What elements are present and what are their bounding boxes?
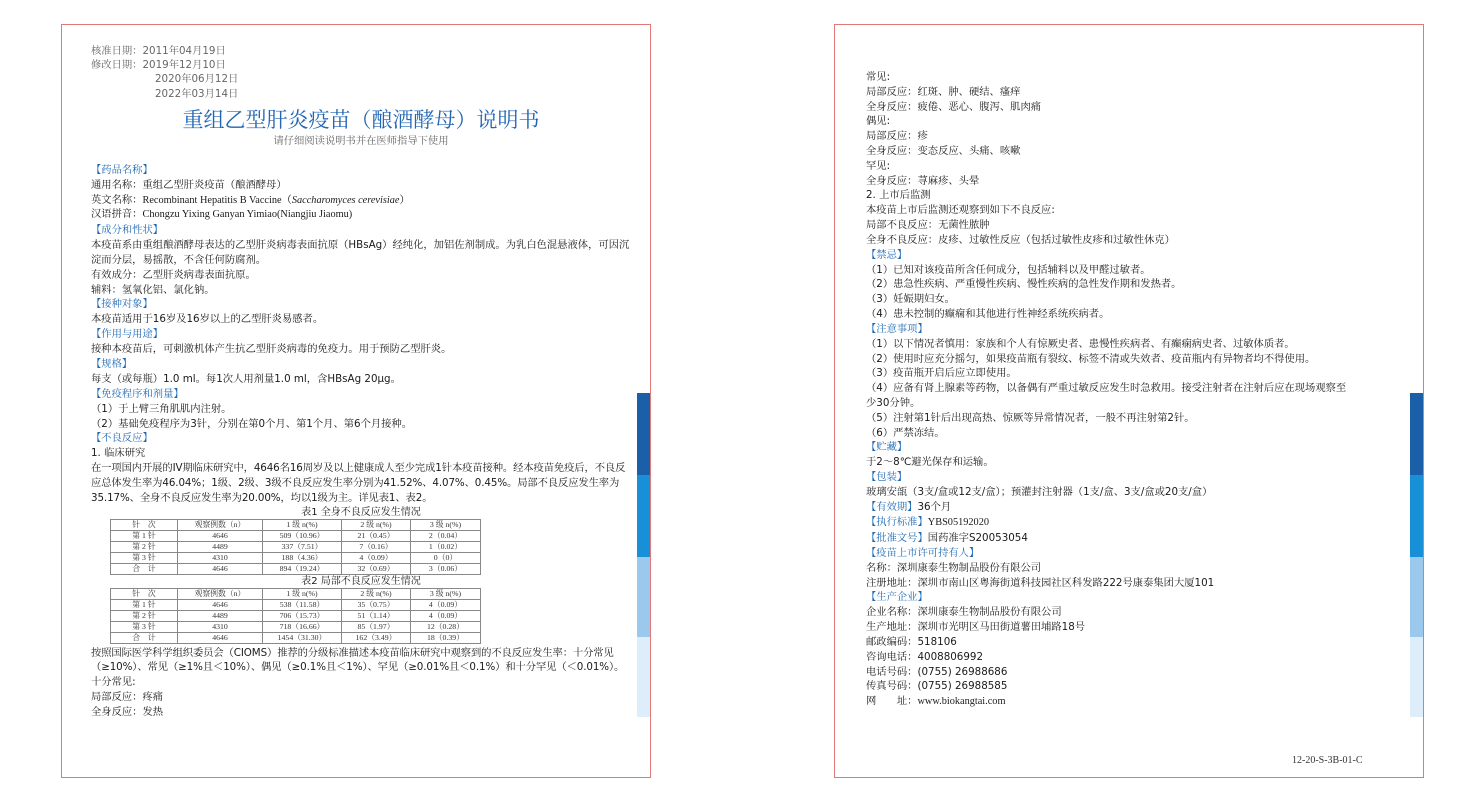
table-cell: 894（19.24） — [263, 563, 342, 574]
table-header-cell: 2 级 n(%) — [342, 588, 411, 599]
section-heading: 【接种对象】 — [91, 298, 153, 311]
left-page-content — [91, 44, 631, 720]
date-value: 2020年06月12日 — [155, 73, 239, 86]
table-cell: 第 1 针 — [111, 599, 178, 610]
table-row — [111, 552, 481, 563]
date-label: 修改日期： — [91, 59, 143, 72]
local-reaction: 局部反应：疹 — [866, 130, 928, 143]
standard-row — [866, 515, 1406, 531]
table-cell: 4646 — [178, 599, 263, 610]
table-row — [111, 563, 481, 574]
holder-name: 名称：深圳康泰生物制品股份有限公司 — [866, 561, 1042, 574]
section-heading: 【包装】 — [866, 471, 908, 484]
validity-row — [866, 500, 1406, 515]
use-text: 接种本疫苗后，可刺激机体产生抗乙型肝炎病毒的免疫力。用于预防乙型肝炎。 — [91, 343, 452, 356]
table-cell: 4489 — [178, 541, 263, 552]
post-local: 局部不良反应：无菌性脓肿 — [866, 218, 990, 231]
adverse-table-1 — [110, 519, 481, 575]
table-header-cell: 1 级 n(%) — [263, 519, 342, 530]
table-header-cell: 3 级 n(%) — [411, 519, 481, 530]
color-bar-segment — [637, 557, 650, 637]
table-cell: 第 2 针 — [111, 610, 178, 621]
contraindication-item: （4）患未控制的癫痫和其他进行性神经系统疾病者。 — [866, 307, 1110, 320]
table-cell: 18（0.39） — [411, 632, 481, 643]
systemic-reaction: 全身反应：发热 — [91, 705, 164, 718]
composition-text: 本疫苗系由重组酿酒酵母表达的乙型肝炎病毒表面抗原（HBsAg）经纯化，加铝佐剂制成。为乳白色混悬液体，可因沉淀而分层，易摇散，不含任何防腐剂。 — [91, 239, 630, 266]
table-cell: 4310 — [178, 621, 263, 632]
color-bar-segment — [1410, 637, 1423, 717]
storage-text: 于2～8℃避光保存和运输。 — [866, 456, 994, 469]
color-bar-segment — [637, 475, 650, 557]
approval-row — [866, 531, 1406, 546]
table-row — [111, 599, 481, 610]
table-cell: 4646 — [178, 563, 263, 574]
section-heading: 【成分和性状】 — [91, 224, 164, 237]
table-cell: 4（0.09） — [342, 552, 411, 563]
table-cell: 188（4.36） — [263, 552, 342, 563]
english-name-prefix: 英文名称：Recombinant Hepatitis B Vaccine（ — [91, 194, 292, 206]
document-title: 重组乙型肝炎疫苗（酿酒酵母）说明书 — [182, 107, 540, 132]
date-value: 2011年04月19日 — [142, 45, 226, 57]
section-heading: 【贮藏】 — [866, 441, 908, 454]
post-systemic: 全身不良反应：皮疹、过敏性反应（包括过敏性皮疹和过敏性休克） — [866, 233, 1175, 246]
caution-item: （5）注射第1针后出现高热、惊厥等异常情况者，一般不再注射第2针。 — [866, 411, 1195, 424]
dose-item: （2）基础免疫程序为3针，分别在第0个月、第1个月、第6个月接种。 — [91, 417, 413, 430]
excipient: 辅料：氢氧化铝、氯化钠。 — [91, 283, 215, 296]
table-row — [111, 632, 481, 643]
table-cell: 0（0） — [411, 552, 481, 563]
color-bar-segment — [1410, 393, 1423, 475]
table-header-cell: 针 次 — [111, 519, 178, 530]
frequency-heading: 常见: — [866, 71, 891, 83]
maker-name: 企业名称：深圳康泰生物制品股份有限公司 — [866, 606, 1062, 619]
color-bar-segment — [1410, 475, 1423, 557]
table-cell: 12（0.28） — [411, 621, 481, 632]
table-cell: 4646 — [178, 530, 263, 541]
website-link[interactable]: www.biokangtai.com — [917, 696, 1006, 708]
table-cell: 706（15.73） — [263, 610, 342, 621]
systemic-reaction: 全身反应：荨麻疹、头晕 — [866, 174, 980, 187]
section-heading: 【免疫程序和剂量】 — [91, 387, 184, 400]
table-header-cell: 3 级 n(%) — [411, 588, 481, 599]
local-reaction: 局部反应：疼痛 — [91, 690, 164, 703]
standard-text: YBS05192020 — [927, 516, 989, 528]
section-heading: 【执行标准】 — [866, 515, 928, 528]
table-title: 表2 局部不良反应发生情况 — [301, 575, 421, 587]
table-cell: 4646 — [178, 632, 263, 643]
table-cell: 4310 — [178, 552, 263, 563]
english-name-suffix: ） — [399, 193, 410, 206]
section-heading: 【药品名称】 — [91, 163, 153, 176]
section-heading: 【规格】 — [91, 357, 133, 370]
holder-address: 注册地址：深圳市南山区粤海街道科技园社区科发路222号康泰集团大厦101 — [866, 576, 1215, 589]
local-reaction: 局部反应：红斑、肿、硬结、瘙痒 — [866, 85, 1021, 98]
table-cell: 162（3.49） — [342, 632, 411, 643]
subsection-heading: 1. 临床研究 — [91, 447, 146, 460]
section-heading: 【批准文号】 — [866, 531, 928, 544]
frequency-heading: 十分常见: — [91, 676, 136, 689]
color-bar-segment — [1410, 557, 1423, 637]
table-cell: 4（0.09） — [411, 610, 481, 621]
date-line — [91, 44, 631, 58]
caution-item: （3）疫苗瓶开启后应立即使用。 — [866, 367, 1017, 380]
clinical-text: 在一项国内开展的IV期临床研究中，4646名16周岁及以上健康成人至少完成1针本疫苗接种。经本疫苗免疫后，不良反应总体发生率为46.04%；1级、2级、3级不良反应发生率分别为41.52%、4.07%、0.45%。局部不良反应发生率为35.17%、全身不良反应发生率为20.00%，均以1级为主。详见表1、表2。 — [91, 462, 626, 504]
date-line — [91, 87, 631, 101]
contraindication-item: （1）已知对该疫苗所含任何成分，包括辅料以及甲醛过敏者。 — [866, 263, 1151, 276]
table-header-row — [111, 588, 481, 599]
color-bar-segment — [637, 393, 650, 475]
phone: 电话号码：(0755) 26988686 — [866, 665, 1008, 678]
table-cell: 21（0.45） — [342, 530, 411, 541]
active-ingredient: 有效成分：乙型肝炎病毒表面抗原。 — [91, 268, 256, 281]
caution-item: （6）严禁冻结。 — [866, 426, 945, 439]
website-row — [866, 694, 1406, 710]
frequency-heading: 罕见: — [866, 159, 891, 172]
table-cell: 509（10.96） — [263, 530, 342, 541]
pinyin-name: 汉语拼音：Chongzu Yixing Ganyan Yimiao(Niangjiu Jiaomu) — [91, 209, 353, 221]
table-header-cell: 1 级 n(%) — [263, 588, 342, 599]
adverse-table-2 — [110, 588, 481, 644]
section-heading: 【注意事项】 — [866, 322, 928, 335]
date-block — [91, 44, 631, 101]
spec-text: 每支（或每瓶）1.0 ml。每1次人用剂量1.0 ml，含HBsAg 20μg。 — [91, 372, 401, 385]
table-cell: 1（0.02） — [411, 541, 481, 552]
table-cell: 4489 — [178, 610, 263, 621]
right-page-content — [866, 70, 1406, 710]
table-row — [111, 530, 481, 541]
table-header-row — [111, 519, 481, 530]
table-row — [111, 621, 481, 632]
table-cell: 3（0.06） — [411, 563, 481, 574]
date-value: 2019年12月10日 — [142, 59, 226, 72]
packaging-text: 玻璃安瓿（3支/盒或12支/盒）；预灌封注射器（1支/盒、3支/盒或20支/盒） — [866, 486, 1213, 499]
website-label: 网 址： — [866, 695, 918, 708]
table-cell: 第 2 针 — [111, 541, 178, 552]
generic-name: 通用名称：重组乙型肝炎疫苗（酿酒酵母） — [91, 178, 287, 191]
section-heading: 【不良反应】 — [91, 432, 153, 445]
contraindication-item: （3）妊娠期妇女。 — [866, 293, 955, 306]
postcode: 邮政编码：518106 — [866, 635, 957, 648]
section-heading: 【作用与用途】 — [91, 328, 164, 341]
table-cell: 合 计 — [111, 563, 178, 574]
fax: 传真号码：(0755) 26988585 — [866, 680, 1008, 693]
document-subtitle: 请仔细阅读说明书并在医师指导下使用 — [273, 134, 449, 147]
consult-phone: 咨询电话：4008806992 — [866, 650, 983, 663]
date-value: 2022年03月14日 — [155, 87, 239, 100]
table-cell: 1454（31.30） — [263, 632, 342, 643]
approval-text: 国药准字S20053054 — [927, 531, 1028, 544]
english-name-italic: Saccharomyces cerevisiae — [291, 194, 400, 206]
target-text: 本疫苗适用于16岁及16岁以上的乙型肝炎易感者。 — [91, 313, 324, 326]
table-cell: 35（0.75） — [342, 599, 411, 610]
maker-address: 生产地址：深圳市光明区马田街道薯田埔路18号 — [866, 621, 1086, 634]
post-market-text: 本疫苗上市后监测还观察到如下不良反应: — [866, 204, 1055, 217]
caution-item: （2）使用时应充分摇匀，如果疫苗瓶有裂纹、标签不清或失效者、疫苗瓶内有异物者均不得使用。 — [866, 352, 1316, 365]
frequency-heading: 偶见: — [866, 115, 891, 128]
table-header-cell: 针 次 — [111, 588, 178, 599]
table-row — [111, 610, 481, 621]
cioms-text: 按照国际医学科学组织委员会（CIOMS）推荐的分级标准描述本疫苗临床研究中观察到的不良反应发生率：十分常见（≥10%）、常见（≥1%且＜10%）、偶见（≥0.1%且＜1%）、罕见（≥0.01%且＜0.1%）和十分罕见（＜0.01%）。 — [91, 646, 625, 674]
dose-item: （1）于上臂三角肌肌内注射。 — [91, 402, 232, 415]
table-cell: 2（0.04） — [411, 530, 481, 541]
table-header-cell: 观察例数（n） — [178, 588, 263, 599]
section-heading: 【生产企业】 — [866, 591, 928, 604]
table-cell: 第 1 针 — [111, 530, 178, 541]
table-cell: 718（16.66） — [263, 621, 342, 632]
subsection-heading: 2. 上市后监测 — [866, 189, 931, 202]
table-cell: 32（0.69） — [342, 563, 411, 574]
caution-item: （1）以下情况者慎用：家族和个人有惊厥史者、患慢性疾病者、有癫痫病史者、过敏体质者。 — [866, 337, 1295, 350]
section-heading: 【禁忌】 — [866, 248, 908, 261]
table-cell: 51（1.14） — [342, 610, 411, 621]
table-title: 表1 全身不良反应发生情况 — [301, 506, 421, 518]
systemic-reaction: 全身反应：疲倦、恶心、腹泻、肌肉痛 — [866, 100, 1042, 113]
table-cell: 337（7.51） — [263, 541, 342, 552]
section-heading: 【有效期】 — [866, 500, 918, 513]
table-header-cell: 2 级 n(%) — [342, 519, 411, 530]
table-cell: 合 计 — [111, 632, 178, 643]
contraindication-item: （2）患急性疾病、严重慢性疾病、慢性疾病的急性发作期和发热者。 — [866, 278, 1182, 291]
table-row — [111, 541, 481, 552]
table-cell: 538（11.58） — [263, 599, 342, 610]
section-heading: 【疫苗上市许可持有人】 — [866, 546, 980, 559]
document-code: 12-20-S-3B-01-C — [1292, 755, 1363, 766]
table-cell: 第 3 针 — [111, 621, 178, 632]
systemic-reaction: 全身反应：变态反应、头痛、咳嗽 — [866, 144, 1021, 157]
caution-item: （4）应备有肾上腺素等药物，以备偶有严重过敏反应发生时急救用。接受注射者在注射后应在现场观察至少30分钟。 — [866, 382, 1347, 409]
english-name — [91, 193, 631, 209]
date-line — [91, 72, 631, 86]
table-header-cell: 观察例数（n） — [178, 519, 263, 530]
table-cell: 4（0.09） — [411, 599, 481, 610]
table-cell: 第 3 针 — [111, 552, 178, 563]
validity-text: 36个月 — [917, 500, 952, 513]
color-bar-segment — [637, 637, 650, 717]
date-line — [91, 58, 631, 72]
date-label: 核准日期： — [91, 45, 143, 57]
table-cell: 85（1.97） — [342, 621, 411, 632]
table-cell: 7（0.16） — [342, 541, 411, 552]
